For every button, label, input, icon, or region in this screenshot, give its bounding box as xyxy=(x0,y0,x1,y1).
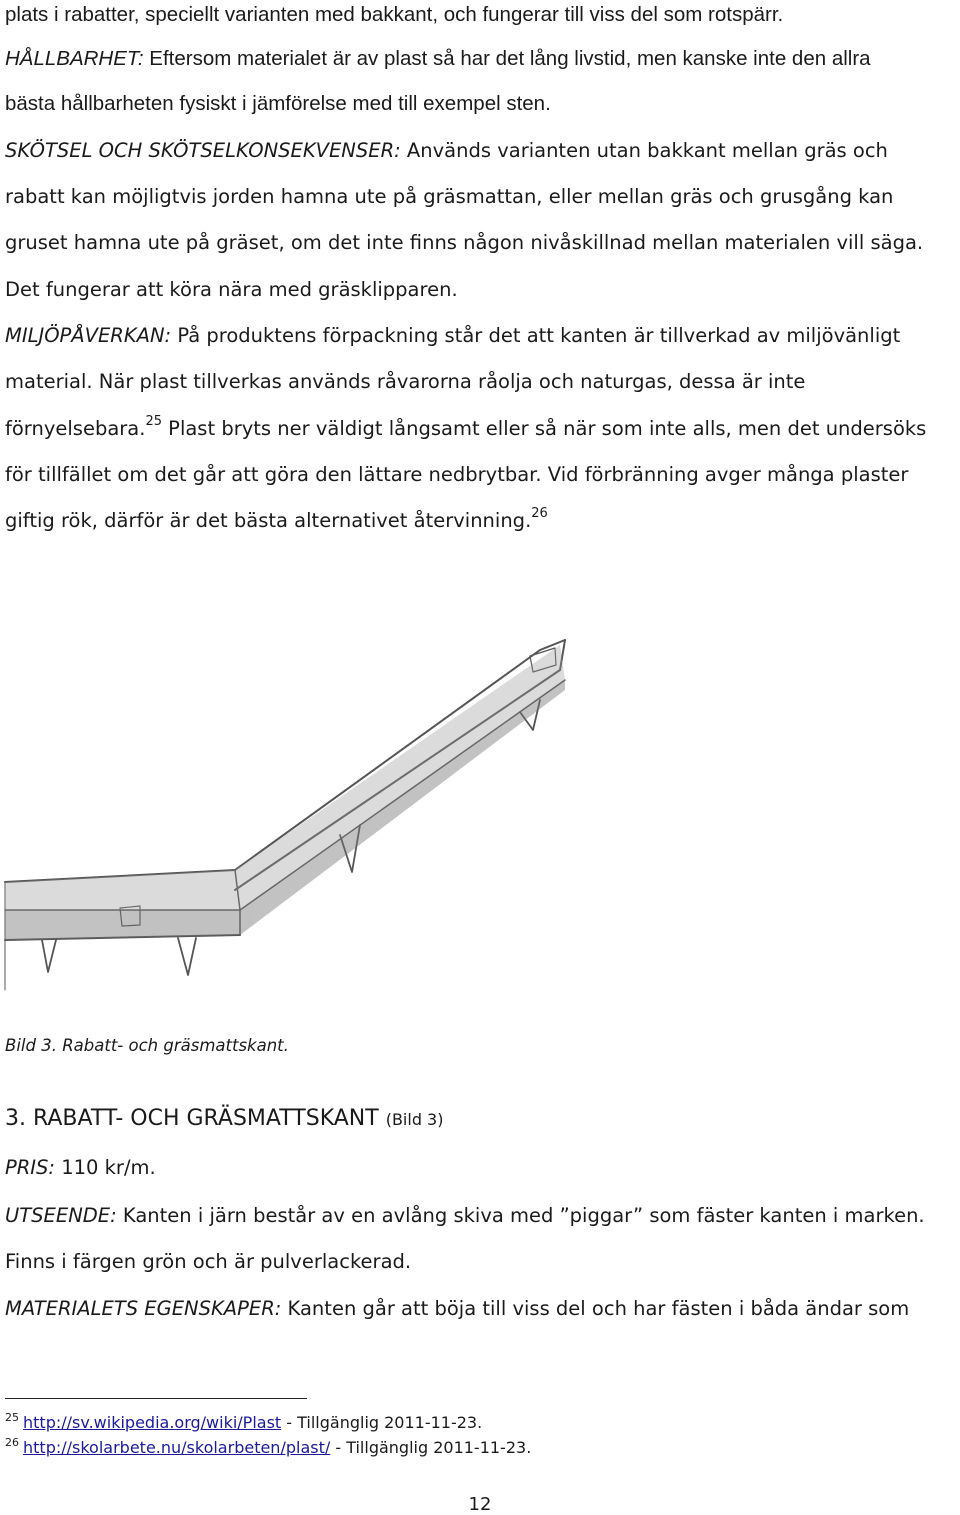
section-heading: 3. RABATT- OCH GRÄSMATTSKANT (Bild 3) xyxy=(5,1106,444,1131)
text-line-5: rabatt kan möjligtvis jorden hamna ute på gräsmattan, eller mellan gräs och grusgång kan xyxy=(5,185,894,208)
price-line: PRIS: 110 kr/m. xyxy=(5,1156,156,1179)
footnote-ref-26: 26 xyxy=(531,506,548,521)
footnote-25: $^{25}$ http://sv.wikipedia.org/wiki/Plast - Tillgänglig 2011-11-23. xyxy=(5,1411,483,1432)
text-line-8: MILJÖPÅVERKAN: På produktens förpackning står det att kanten är tillverkad av miljövänligt xyxy=(5,324,901,347)
text-line-10: förnyelsebara.$^{25}$ Plast bryts ner väldigt långsamt eller så när som inte alls, men det undersöks xyxy=(5,414,927,440)
footnote-divider xyxy=(5,1398,307,1399)
text-line-12: giftig rök, därför är det bästa alternativet återvinning.$^{26}$ xyxy=(5,506,548,532)
text-line-3: bästa hållbarheten fysiskt i jämförelse med till exempel sten. xyxy=(5,92,551,115)
figure-caption: Bild 3. Rabatt- och gräsmattskant. xyxy=(5,1036,289,1055)
text-line-2: HÅLLBARHET: Eftersom materialet är av plast så har det lång livstid, men kanske inte den allra xyxy=(5,47,871,70)
footnote-link-wikipedia[interactable]: http://sv.wikipedia.org/wiki/Plast xyxy=(23,1413,282,1432)
page-number: 12 xyxy=(468,1494,492,1515)
footnote-26: $^{26}$ http://skolarbete.nu/skolarbeten/plast/ - Tillgänglig 2011-11-23. xyxy=(5,1436,532,1457)
text-line-7: Det fungerar att köra nära med gräsklipparen. xyxy=(5,278,458,301)
text-line-1: plats i rabatter, speciellt varianten med bakkant, och fungerar till viss del som rotspärr. xyxy=(5,3,784,26)
text-line-11: för tillfället om det går att göra den lättare nedbrytbar. Vid förbränning avger många plaster xyxy=(5,463,909,486)
footnote-link-skolarbete[interactable]: http://skolarbete.nu/skolarbeten/plast/ xyxy=(23,1438,331,1457)
text-line-9: material. När plast tillverkas används råvarorna råolja och naturgas, dessa är inte xyxy=(5,370,806,393)
appearance-line: UTSEENDE: Kanten i järn består av en avlång skiva med ”piggar” som fäster kanten i marken. xyxy=(5,1204,925,1227)
text-line-4: SKÖTSEL OCH SKÖTSELKONSEKVENSER: Används varianten utan bakkant mellan gräs och xyxy=(5,139,888,162)
text-line-6: gruset hamna ute på gräset, om det inte finns någon nivåskillnad mellan materialen vill säga. xyxy=(5,231,924,254)
footnote-ref-25: 25 xyxy=(145,414,162,429)
edging-sketch-illustration xyxy=(0,620,960,1010)
appearance-line-2: Finns i färgen grön och är pulverlackerad. xyxy=(5,1250,412,1273)
material-properties-line: MATERIALETS EGENSKAPER: Kanten går att böja till viss del och har fästen i båda ändar som xyxy=(5,1297,910,1320)
